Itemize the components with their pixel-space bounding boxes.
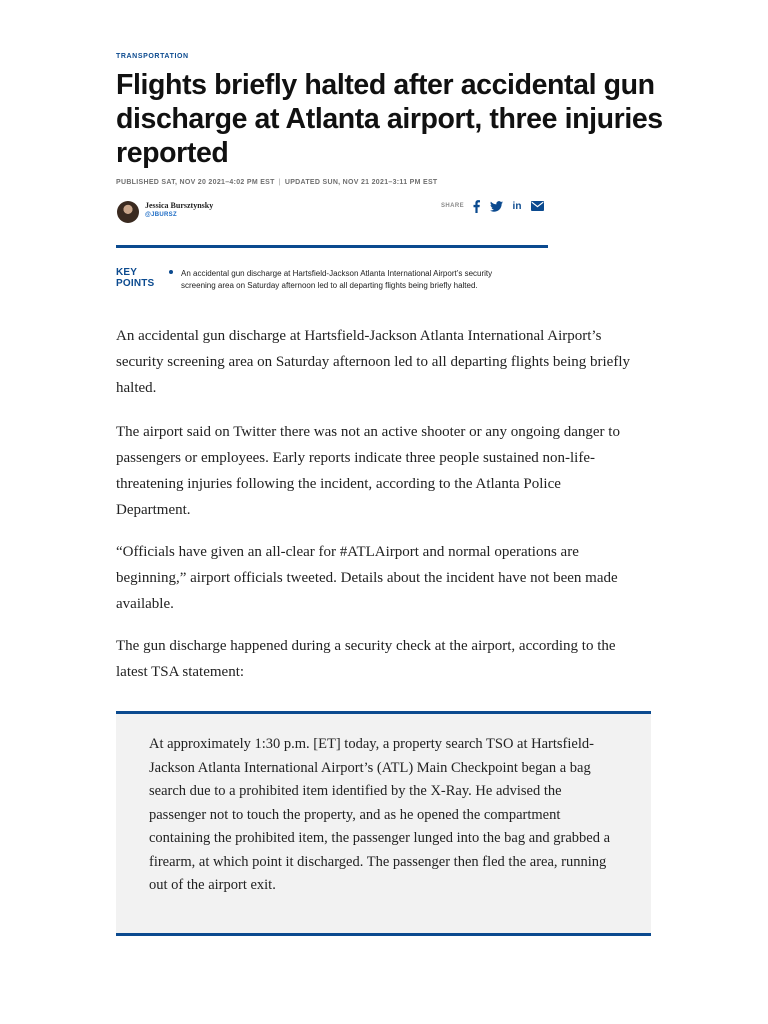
twitter-icon[interactable] [489,199,503,213]
article-timestamps [116,179,438,186]
timestamp-separator: | [278,179,281,186]
linkedin-icon[interactable] [510,199,524,213]
key-point-item: An accidental gun discharge at Hartsfield-Jackson Atlanta International Airport’s security screening area on Saturday afternoon led to all departing flights being briefly halted. [181,269,493,290]
body-paragraph: The gun discharge happened during a security check at the airport, according to the latest TSA statement: [116,638,616,680]
share-label: SHARE [441,203,465,209]
body-paragraph: “Officials have given an all-clear for #ATLAirport and normal operations are beginning,” airport officials tweeted. Details about the incident have not been made available. [116,544,618,612]
facebook-icon[interactable] [469,199,483,213]
tsa-statement-blockquote [116,711,651,936]
updated-timestamp: UPDATED SUN, NOV 21 2021–3:11 PM EST [284,179,438,186]
published-timestamp: PUBLISHED SAT, NOV 20 2021–4:02 PM EST [116,179,275,186]
author-name[interactable]: Jessica Bursztynsky [145,201,214,210]
tsa-statement-text: At approximately 1:30 p.m. [ET] today, a property search TSO at Hartsfield-Jackson Atlanta International Airport’s (ATL) Main Checkpoint began a bag search due to a prohibited item identified by the X-Ray. He advised the passenger not to touch the property, and as he opened the compartment containing the prohibited item, the passenger lunged into the bag and grabbed a firearm, at which point it discharged. The passenger then fled the area, running out of the airport exit. [149,736,611,893]
author-avatar[interactable] [117,201,139,223]
key-point-bullet [169,270,173,274]
email-icon[interactable] [530,199,544,213]
body-paragraph: The airport said on Twitter there was not an active shooter or any ongoing danger to passengers or employees. Early reports indicate three people sustained non-life-threatening injuries following the incident, according to the Atlanta Police Department. [116,424,620,518]
author-handle[interactable]: @JBURSZ [145,212,177,218]
article-headline: Flights briefly halted after accidental gun discharge at Atlanta airport, three injuries reported [116,69,663,169]
body-paragraph: An accidental gun discharge at Hartsfield-Jackson Atlanta International Airport’s security screening area on Saturday afternoon led to all departing flights being briefly halted. [116,328,630,396]
section-label[interactable]: TRANSPORTATION [116,53,189,60]
key-points-label [116,267,154,289]
linkedin-glyph: in [512,200,522,212]
header-divider [116,245,548,248]
key-points-label-line2: POINTS [116,278,155,289]
key-points-label-line1: KEY [116,267,138,278]
